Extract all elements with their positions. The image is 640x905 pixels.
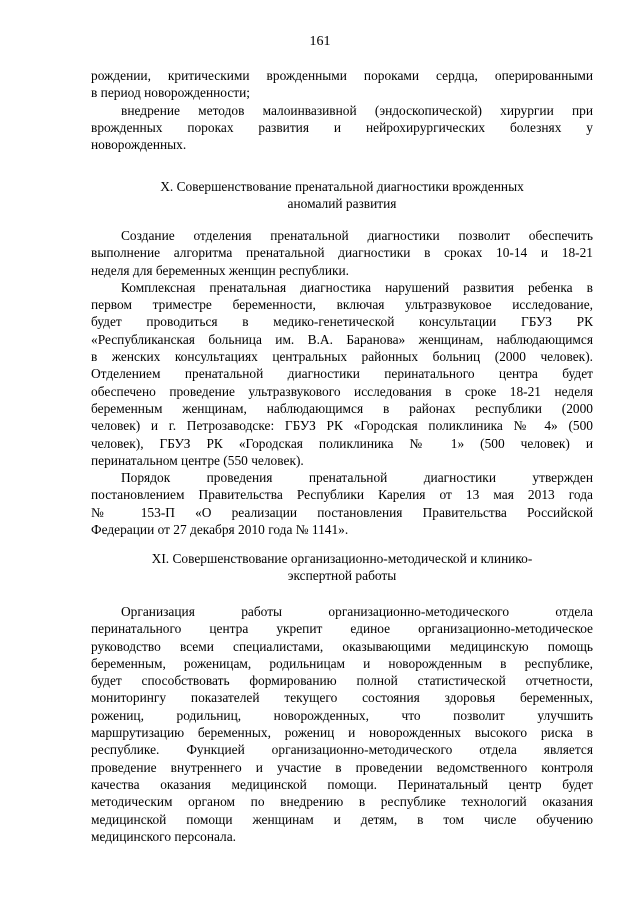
text-line: рожениц, родильниц, новорожденных, что позволит улучшить xyxy=(91,707,593,723)
section-11-heading xyxy=(91,550,593,584)
text-line: качества оказания медицинской помощи. Перинатальный центр будет xyxy=(91,776,593,792)
heading-line: аномалий развития xyxy=(287,196,397,211)
text-line: перинатального центра укрепит единое организационно-методическое xyxy=(91,621,593,637)
heading-line: X. Совершенствование пренатальной диагностики врожденных xyxy=(160,179,524,194)
text-line: Отделением пренатальной диагностики перинатального центра будет xyxy=(91,366,593,382)
text-line: Комплексная пренатальная диагностика нарушений развития ребенка в xyxy=(121,279,593,295)
text-line: проведение внутреннего и участие в проведении ведомственного контроля xyxy=(91,759,593,775)
text-line: медицинской помощи женщинам и детям, в том числе обучению xyxy=(91,811,593,827)
text-line: в период новорожденности; xyxy=(91,85,251,101)
text-line: рождении, критическими врожденными пороками сердца, оперированными xyxy=(91,68,593,83)
text-line: методическим органом по внедрению в республике технологий оказания xyxy=(91,794,593,810)
text-line: человек), ГБУЗ РК «Городская поликлиника № 1» (500 человек) и xyxy=(91,435,593,451)
text-line: врожденных пороках развития и нейрохирургических болезнях у xyxy=(91,119,593,135)
section-10-heading xyxy=(91,178,593,212)
text-line: выполнение алгоритма пренатальной диагностики в сроках 10-14 и 18-21 xyxy=(91,245,593,261)
text-line: перинатальном центре (550 человек). xyxy=(91,452,304,468)
text-line: неделя для беременных женщин республики. xyxy=(91,262,350,278)
text-line: человек) и г. Петрозаводске: ГБУЗ РК «Городская поликлиника № 4» (500 xyxy=(91,418,593,434)
text-line: обеспечено проведение ультразвукового исследования в сроке 18-21 неделя xyxy=(91,383,593,399)
text-line: внедрение методов малоинвазивной (эндоскопической) хирургии при xyxy=(121,102,593,118)
heading-line: XI. Совершенствование организационно-методической и клинико- xyxy=(151,551,533,566)
text-line: будет способствовать формированию полной статистической отчетности, xyxy=(91,673,593,689)
section-10-body xyxy=(91,227,593,538)
section-11-body xyxy=(91,603,593,845)
text-line: медицинского персонала. xyxy=(91,828,237,844)
text-line: постановлением Правительства Республики Карелия от 13 мая 2013 года xyxy=(91,487,593,503)
text-line: в женских консультациях центральных районных больниц (2000 человек). xyxy=(91,349,593,365)
page-number: 161 xyxy=(309,34,331,49)
text-line: «Республиканская больница им. В.А. Баранова» женщинам, наблюдающимся xyxy=(91,331,593,347)
text-line: будет проводиться в медико-генетической консультации ГБУЗ РК xyxy=(91,314,593,330)
text-line: мониторингу показателей текущего состояния здоровья беременных, xyxy=(91,690,593,706)
heading-line: экспертной работы xyxy=(287,568,397,583)
text-line: Федерации от 27 декабря 2010 года № 1141». xyxy=(91,522,349,538)
text-line: маршрутизацию беременных, рожениц и новорожденных высокого риска в xyxy=(91,725,593,741)
text-line: первом триместре беременности, включая ультразвуковое исследование, xyxy=(91,297,593,313)
text-line: беременным, роженицам, родильницам и новорожденным в республике, xyxy=(91,655,593,671)
text-line: республике. Функцией организационно-методического отдела является xyxy=(91,742,593,758)
text-line: Порядок проведения пренатальной диагностики утвержден xyxy=(121,470,593,486)
text-line: беременным женщинам, наблюдающимся в районах республики (2000 xyxy=(91,400,593,416)
text-line: новорожденных. xyxy=(91,137,187,153)
intro-paragraphs xyxy=(91,67,593,153)
text-line: № 153-П «О реализации постановления Правительства Российской xyxy=(91,504,593,520)
text-line: руководство всеми специалистами, оказывающими медицинскую помощь xyxy=(91,638,593,654)
text-line: Создание отделения пренатальной диагностики позволит обеспечить xyxy=(121,228,593,243)
text-line: Организация работы организационно-методического отдела xyxy=(121,604,593,619)
